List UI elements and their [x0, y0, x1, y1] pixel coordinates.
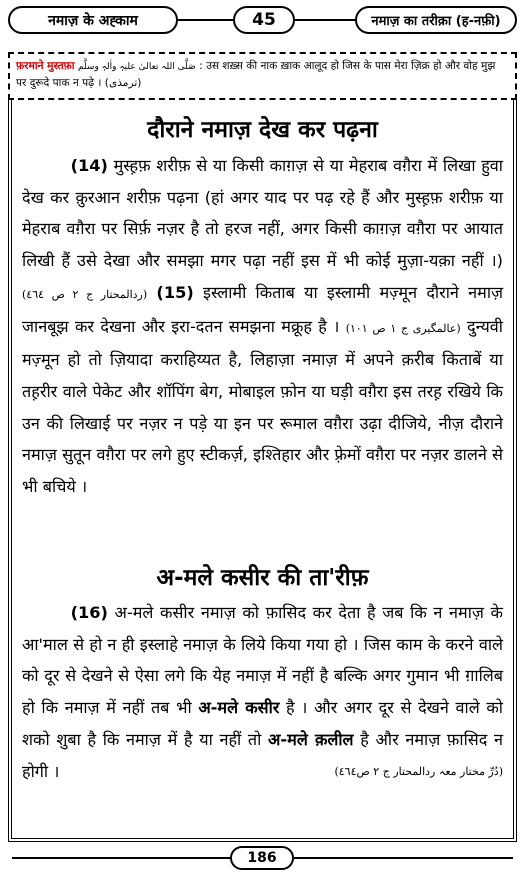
header-page-number: 45: [233, 6, 295, 34]
farman-arabic: صَلَّی اللہ تعالیٰ علیہٖ واٰلہٖ وسلَّم: [77, 62, 196, 72]
term-amle-kaseer: अ-मले कसीर: [198, 698, 280, 718]
para-number-16: (16): [70, 603, 108, 622]
term-amle-qaleel: अ-मले क़लील: [268, 729, 354, 749]
section-2-body: [22, 597, 503, 787]
header-rule-left: [178, 19, 233, 21]
para-15-text-a: इस्लामी किताब या इस्लामी मज़्मून दौराने नमाज़ जानबूझ कर देखना और इरा-दतन समझना मक्रूह है ।: [22, 282, 504, 336]
farman-label: फ़रमाने मुस्तफ़ा: [16, 60, 75, 72]
citation-14: (ردالمحتار ج ۲ ص ٤٦٤): [22, 287, 148, 301]
footer-rule-left: [12, 857, 230, 859]
section-heading-2: अ-मले कसीर की ता'रीफ़: [156, 565, 369, 591]
para-15-text-b: दुन्यवी मज़्मून हो तो ज़ियादा कराहिय्यत है, लिहाज़ा नमाज़ में अपने क़रीब किताबें या तह़रीर वाले पेकेट और शॉपिंग बेग, मोबाइल फ़ोन या घड़ी वग़ैरा इस तरह़ रखिये कि उन की लिखाई पर नज़र न पड़े या इन पर रूमाल वग़ैरा उढ़ा दीजिये, नीज़ दौराने नमाज़ सुतून वग़ैरा पर लगे हुए स्टीकर्ज़, इश्तिहार और फ़्रेमों वग़ैरा पर नज़र डालने से भी बचिये ।: [22, 316, 503, 497]
header-rule-right: [295, 19, 355, 21]
para-14-text: मुस्ह़फ़ शरीफ़ से या किसी काग़ज़ से या मेहराब वग़ैरा में लिखा हुवा देख कर क़ुरआन शरीफ़ पढ़ना (हां अगर याद पर पढ़ रहे हैं और मुस्ह़फ़ शरीफ़ या मेहराब वग़ैरा पर सिर्फ़ नज़र है तो हरज नहीं, अगर किसी काग़ज़ वग़ैरा पर आयात लिखी हैं उसे देखा और समझा मगर पढ़ा नहीं इस में भी कोई मुज़ा-यक़ा नहीं ।): [22, 156, 503, 271]
footer-rule-right: [294, 857, 513, 859]
citation-15: (عالمگیری ج ۱ ص ۱۰۱): [345, 321, 461, 335]
para-16-text-b: है । और अगर दूर से देखने वाले को शको शुबा है कि नमाज़ में है या नहीं तो: [22, 698, 503, 749]
header-chapter-title: नमाज़ का तरीक़ा (ह-नफ़ी): [355, 6, 517, 34]
farman-box: [8, 52, 517, 100]
citation-16: (دُرِّ مختار معہ ردالمحتار ج ۲ ص٤٦٤): [334, 764, 503, 778]
para-16-text-c: है और नमाज़ फ़ासिद न होगी ।: [22, 729, 503, 781]
para-16-text-a: अ-मले कसीर नमाज़ को फ़ासिद कर देता है जब कि न नमाज़ के आ'माल से हो न ही इस्लाहे नमाज़ के लिये किया गया हो । जिस काम के करने वाले को दूर से देखने से ऐसा लगे कि येह नमाज़ में नहीं है बल्कि अगर गुमान भी ग़ालिब हो कि नमाज़ में नहीं तब भी: [22, 603, 503, 718]
section-heading-1: दौराने नमाज़ देख कर पढ़ना: [147, 117, 378, 143]
footer-page-number: 186: [230, 846, 294, 870]
header-book-title: नमाज़ के अह्काम: [8, 6, 178, 34]
section-1-body: [22, 150, 503, 503]
para-number-14: (14): [70, 156, 108, 175]
farman-text: : उस शख़्स की नाक ख़ाक आलूद हो जिस के पास मेरा ज़िक्र हो और वोह मुझ पर दुरूदे पाक न पढ़े । (ترمذی): [16, 60, 496, 89]
para-number-15: (15): [156, 282, 194, 302]
